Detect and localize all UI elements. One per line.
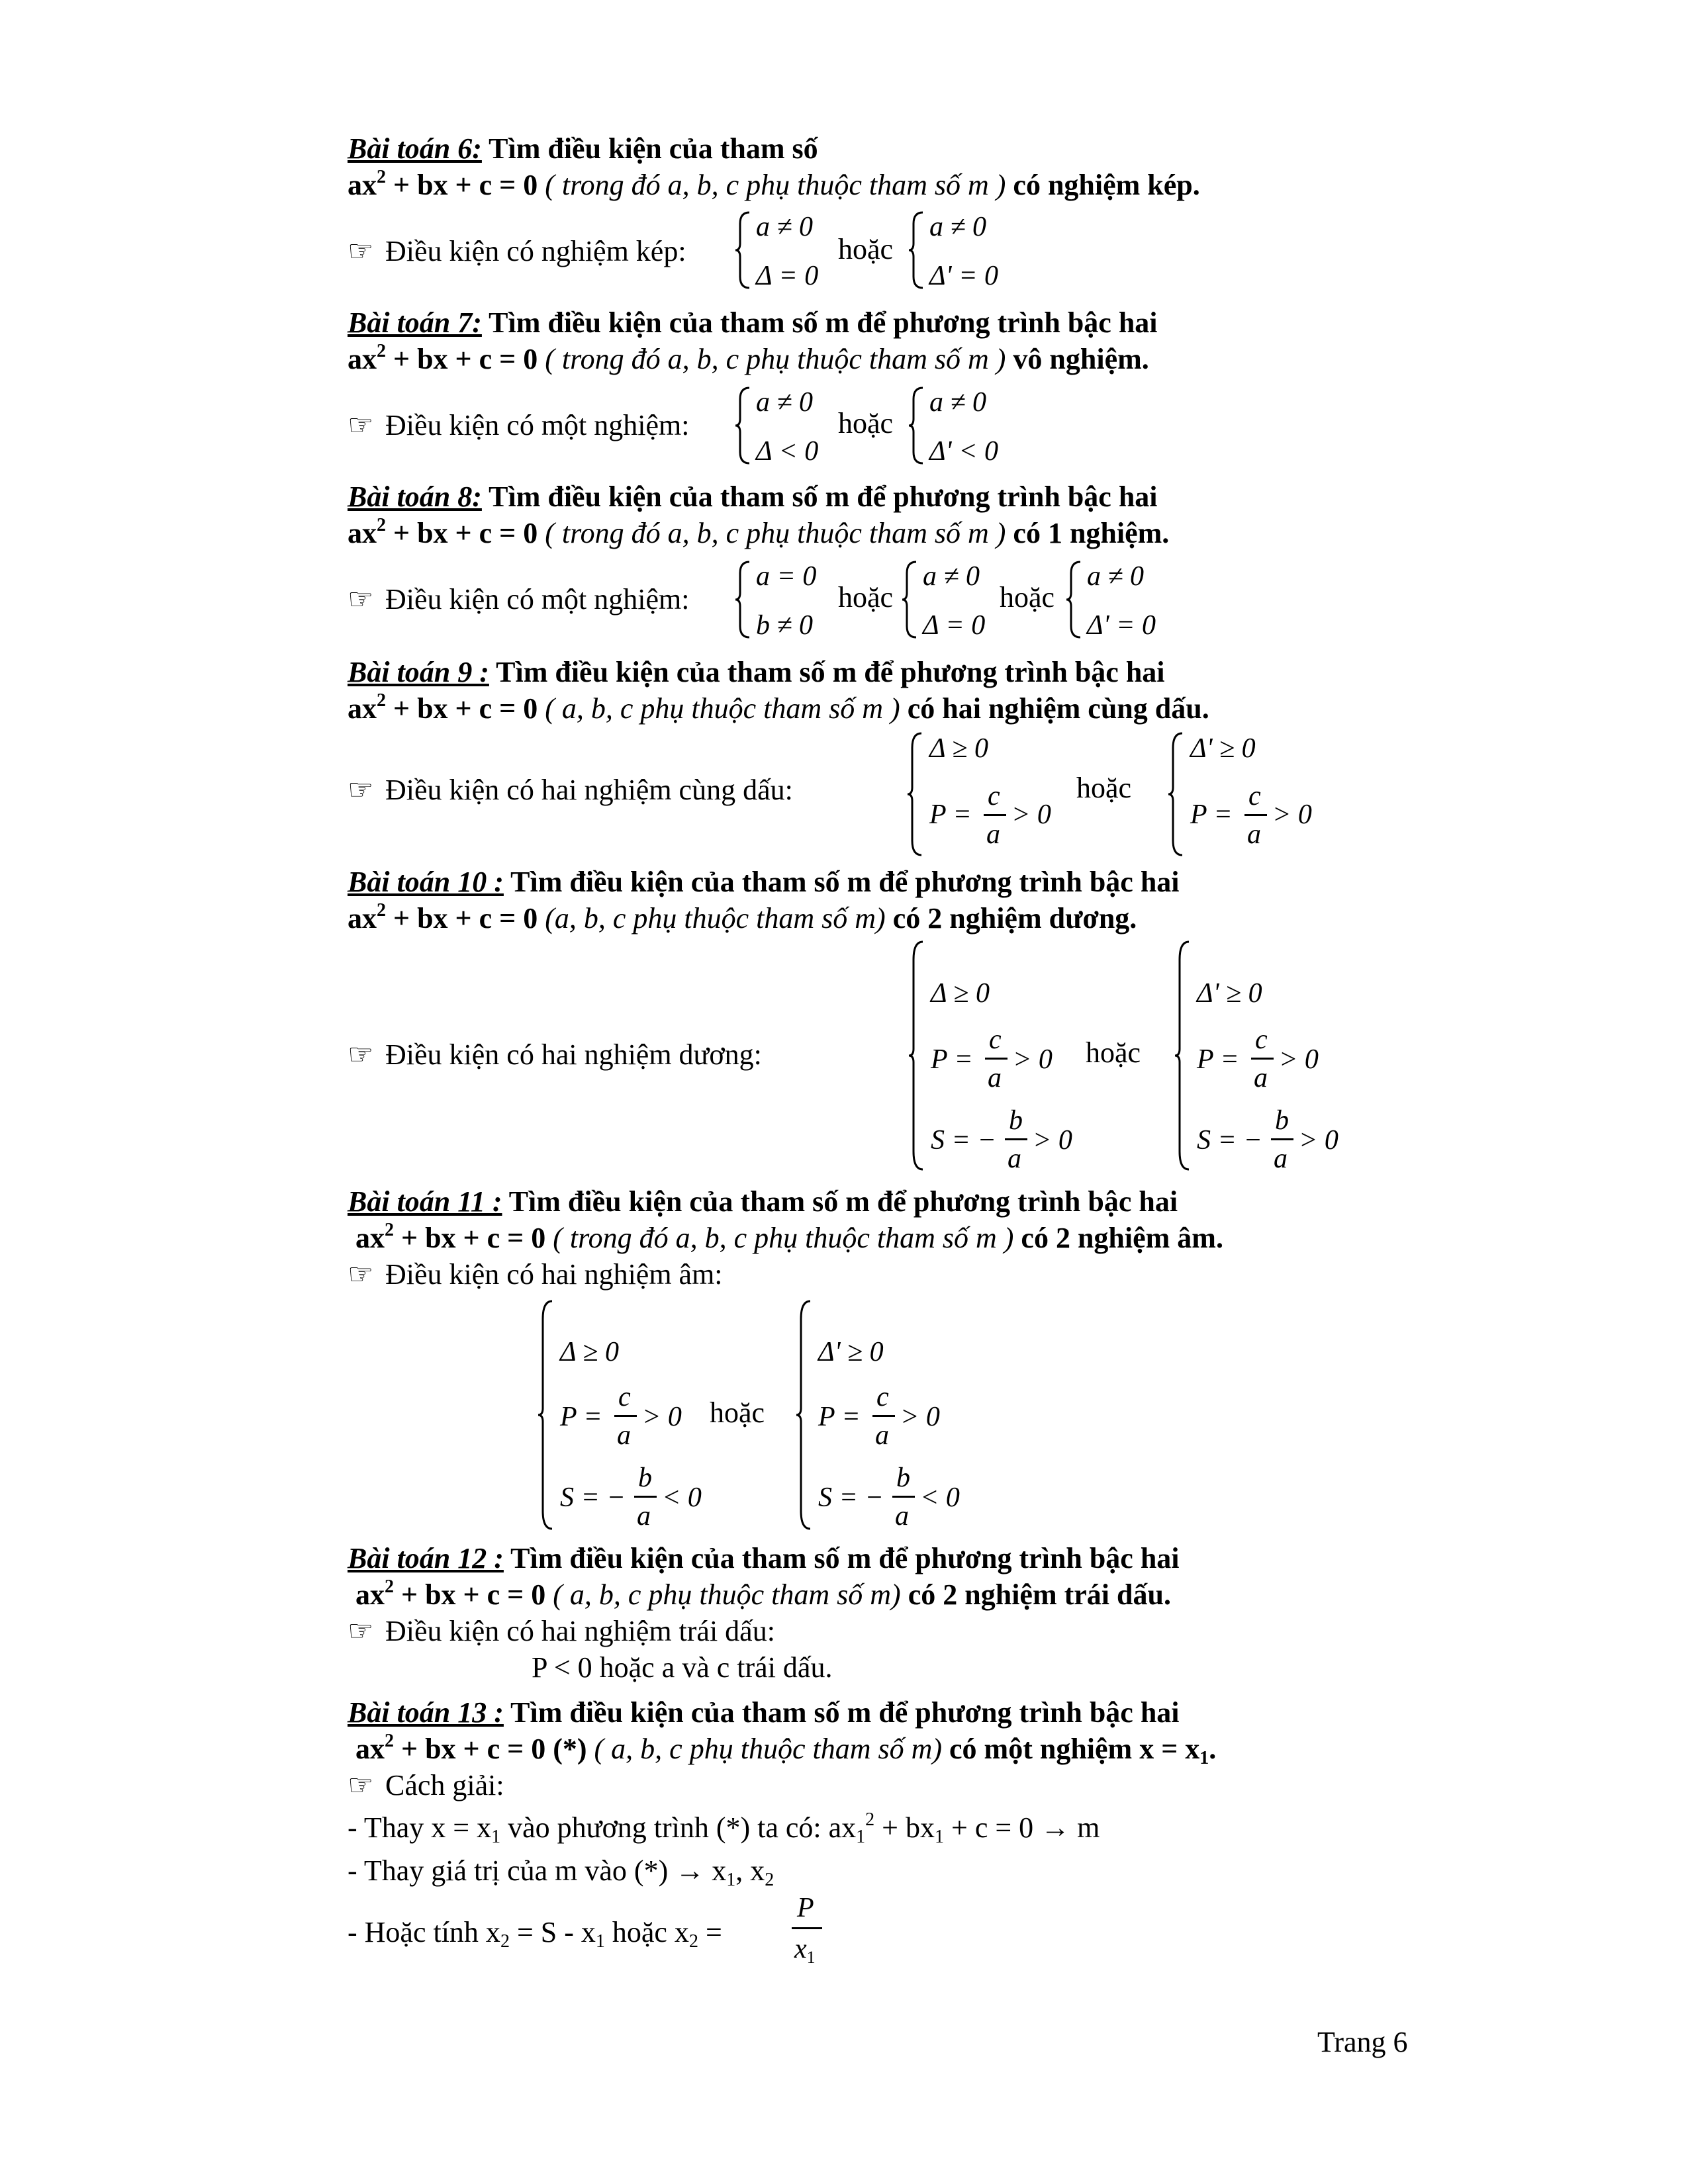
- brace-icon: [907, 940, 927, 1171]
- problem-12-heading: Bài toán 12 : Tìm điều kiện của tham số m để phương trình bậc hai: [348, 1542, 1180, 1574]
- brace-icon: [1173, 940, 1193, 1171]
- problem-10-condition: ☞ Điều kiện có hai nghiệm dương:: [348, 1036, 762, 1073]
- brace-icon: [900, 560, 920, 639]
- brace-icon: [733, 386, 753, 465]
- problem-11-equation: $ax^2$ + bx + c = 0 ( trong đó a, b, c phụ thuộc tham số m ) có 2 nghiệm âm.: [355, 1220, 1223, 1254]
- fraction-bar: [1271, 1138, 1293, 1140]
- system-2-row-1: a ≠ 0: [929, 212, 987, 242]
- brace-icon: [906, 731, 925, 857]
- problem-6-equation: $ax^2$ + bx + c = 0 ( trong đó a, b, c phụ thuộc tham số m ) có nghiệm kép.: [348, 167, 1200, 201]
- system-1-row-2: Δ = 0: [756, 261, 819, 291]
- fraction-numerator: P: [797, 1893, 814, 1923]
- problem-7-condition: ☞ Điều kiện có một nghiệm:: [348, 407, 689, 444]
- problem-8-condition: ☞ Điều kiện có một nghiệm:: [348, 581, 689, 618]
- problem-11-condition: ☞ Điều kiện có hai nghiệm âm:: [348, 1256, 723, 1293]
- fraction-bar: [984, 814, 1006, 816]
- fraction-bar: [872, 1415, 895, 1417]
- problem-13-method: ☞ Cách giải:: [348, 1767, 504, 1804]
- page-number: Trang 6: [1317, 2026, 1408, 2058]
- system-1-row-1: a ≠ 0: [756, 212, 814, 242]
- joiner-text: hoặc: [838, 233, 894, 265]
- brace-icon: [794, 1299, 814, 1531]
- fraction-bar: [1251, 1058, 1274, 1060]
- brace-icon: [1166, 731, 1186, 857]
- pointing-hand-icon: ☞: [348, 409, 374, 441]
- problem-8-heading: Bài toán 8: Tìm điều kiện của tham số m để phương trình bậc hai: [348, 480, 1158, 513]
- problem-7-equation: $ax^2$ + bx + c = 0 ( trong đó a, b, c phụ thuộc tham số m ) vô nghiệm.: [348, 341, 1149, 375]
- brace-icon: [733, 560, 753, 639]
- fraction-bar: [614, 1415, 637, 1417]
- brace-icon: [1064, 560, 1084, 639]
- problem-13-heading: Bài toán 13 : Tìm điều kiện của tham số m để phương trình bậc hai: [348, 1696, 1180, 1729]
- brace-icon: [907, 210, 927, 290]
- fraction-bar: [634, 1496, 657, 1498]
- problem-heading: Tìm điều kiện của tham số: [481, 132, 818, 165]
- brace-icon: [907, 386, 927, 465]
- problem-8-equation: $ax^2$ + bx + c = 0 ( trong đó a, b, c phụ thuộc tham số m ) có 1 nghiệm.: [348, 515, 1170, 549]
- fraction-bar: [1244, 814, 1267, 816]
- brace-icon: [536, 1299, 556, 1531]
- fraction-denominator: $x_1$: [794, 1934, 816, 1967]
- problem-10-heading: Bài toán 10 : Tìm điều kiện của tham số m để phương trình bậc hai: [348, 866, 1180, 898]
- pointing-hand-icon: ☞: [348, 235, 374, 267]
- problem-10-equation: $ax^2$ + bx + c = 0 (a, b, c phụ thuộc tham số m) có 2 nghiệm dương.: [348, 900, 1137, 934]
- fraction-bar: [1005, 1138, 1027, 1140]
- problem-11-heading: Bài toán 11 : Tìm điều kiện của tham số m để phương trình bậc hai: [348, 1185, 1178, 1218]
- pointing-hand-icon: ☞: [348, 1769, 374, 1801]
- pointing-hand-icon: ☞: [348, 583, 374, 615]
- document-page: Bài toán 6: Tìm điều kiện của tham số $ax^2$ + bx + c = 0 ( trong đó a, b, c phụ thuộc tham số m ) có nghiệm kép. ☞ Điều kiện có nghiệm kép: a ≠ 0 Δ = 0 hoặc a ≠ 0 Δ' = 0 Bài toán 7: Tìm điều kiện của tham số m để phương trình bậc hai $ax^2$ + bx + c = 0 ( trong đó a, b, c phụ thuộc tham số m ) vô nghiệm. ☞ Điều kiện có một nghiệm: a ≠ 0 Δ < 0 hoặc a ≠ 0 Δ' < 0 Bài toán 8: Tìm điều kiện của tham số m để phương trình bậc hai $ax^2$ + bx + c = 0 ( trong đó a, b, c phụ thuộc tham số m ) có 1 nghiệm. ☞ Điều kiện có một nghiệm: a = 0 b ≠ 0 hoặc a ≠ 0 Δ = 0 hoặc a ≠ 0 Δ' = 0 Bài toán 9 : Tìm điều kiện của tham số m để phương trình bậc hai $ax^2$ + bx + c = 0 ( a, b, c phụ thuộc tham số m ) có hai nghiệm cùng dấu. ☞ Điều kiện có hai nghiệm cùng dấu: Δ ≥ 0 P = c a > 0 hoặc Δ' ≥ 0 P = c a > 0 Bài toán 10 : Tìm điều kiện của tham số m để phương trình bậc hai $ax^2$ + bx + c = 0 (a, b, c phụ thuộc tham số m) có 2 nghiệm dương. ☞ Điều kiện có hai nghiệm dương: Δ ≥ 0 P = c a > 0 S = − b a > 0 hoặc Δ' ≥ 0 P = c a > 0 S = − b a > 0 Bài toán 11 : Tìm điều kiện của tham số m để phương trình bậc hai $ax^2$ + bx + c = 0 ( trong đó a, b, c phụ thuộc tham số m ) có 2 nghiệm âm. ☞ Điều kiện có hai nghiệm âm: Δ ≥ 0 P = c a > 0 S = − b a < 0 hoặc Δ' ≥ 0 P = c a > 0 S = − b a < 0 Bài toán 12 : Tìm điều kiện của tham số m để phương trình bậc hai $ax^2$ + bx + c = 0 ( a, b, c phụ thuộc tham số m) có 2 nghiệm trái dấu. ☞ Điều kiện có hai nghiệm trái dấu: P < 0 hoặc a và c trái dấu. Bài toán 13 : Tìm điều kiện của tham số m để phương trình bậc hai $ax^2$ + bx + c = 0 (*) ( a, b, c phụ thuộc tham số m) có một nghiệm $x = x_1$. ☞ Cách giải: - Thay $x = x_1$ vào phương trình (*) ta có: $ax_1^2 + bx_1 + c = 0 \to m$ - Thay giá trị của m vào (*) → $x_1$, $x_2$ - Hoặc tính $x_2 = S - x_1$ hoặc $x_2$ = P $x_1$ Trang 6: [0, 0, 1688, 2184]
- problem-title: Bài toán 6:: [348, 132, 482, 165]
- problem-9-heading: Bài toán 9 : Tìm điều kiện của tham số m để phương trình bậc hai: [348, 656, 1165, 688]
- problem-9-equation: $ax^2$ + bx + c = 0 ( a, b, c phụ thuộc tham số m ) có hai nghiệm cùng dấu.: [348, 690, 1209, 725]
- problem-13-equation: $ax^2$ + bx + c = 0 (*) ( a, b, c phụ thuộc tham số m) có một nghiệm $x = x_1$.: [355, 1731, 1217, 1768]
- fraction-bar: [792, 1927, 822, 1929]
- problem-12-answer: P < 0 hoặc a và c trái dấu.: [532, 1651, 833, 1684]
- problem-6-heading: [348, 130, 818, 167]
- fraction-bar: [985, 1058, 1008, 1060]
- problem-7-heading: Bài toán 7: Tìm điều kiện của tham số m để phương trình bậc hai: [348, 306, 1158, 339]
- method-step-2: - Thay giá trị của m vào (*) → $x_1$, $x_2$: [348, 1854, 774, 1890]
- fraction-bar: [892, 1496, 915, 1498]
- pointing-hand-icon: ☞: [348, 1615, 374, 1647]
- problem-9-condition: ☞ Điều kiện có hai nghiệm cùng dấu:: [348, 772, 793, 809]
- pointing-hand-icon: ☞: [348, 774, 374, 806]
- pointing-hand-icon: ☞: [348, 1258, 374, 1291]
- problem-12-equation: $ax^2$ + bx + c = 0 ( a, b, c phụ thuộc tham số m) có 2 nghiệm trái dấu.: [355, 1576, 1171, 1611]
- brace-icon: [733, 210, 753, 290]
- system-2-row-2: Δ' = 0: [929, 261, 998, 291]
- method-step-3: - Hoặc tính $x_2 = S - x_1$ hoặc $x_2$ =: [348, 1916, 722, 1952]
- method-step-1: - Thay $x = x_1$ vào phương trình (*) ta có: $ax_1^2 + bx_1 + c = 0 \to m$: [348, 1809, 1100, 1847]
- pointing-hand-icon: ☞: [348, 1038, 374, 1071]
- problem-6-condition: ☞ Điều kiện có nghiệm kép:: [348, 233, 686, 270]
- problem-12-condition: ☞ Điều kiện có hai nghiệm trái dấu:: [348, 1613, 775, 1650]
